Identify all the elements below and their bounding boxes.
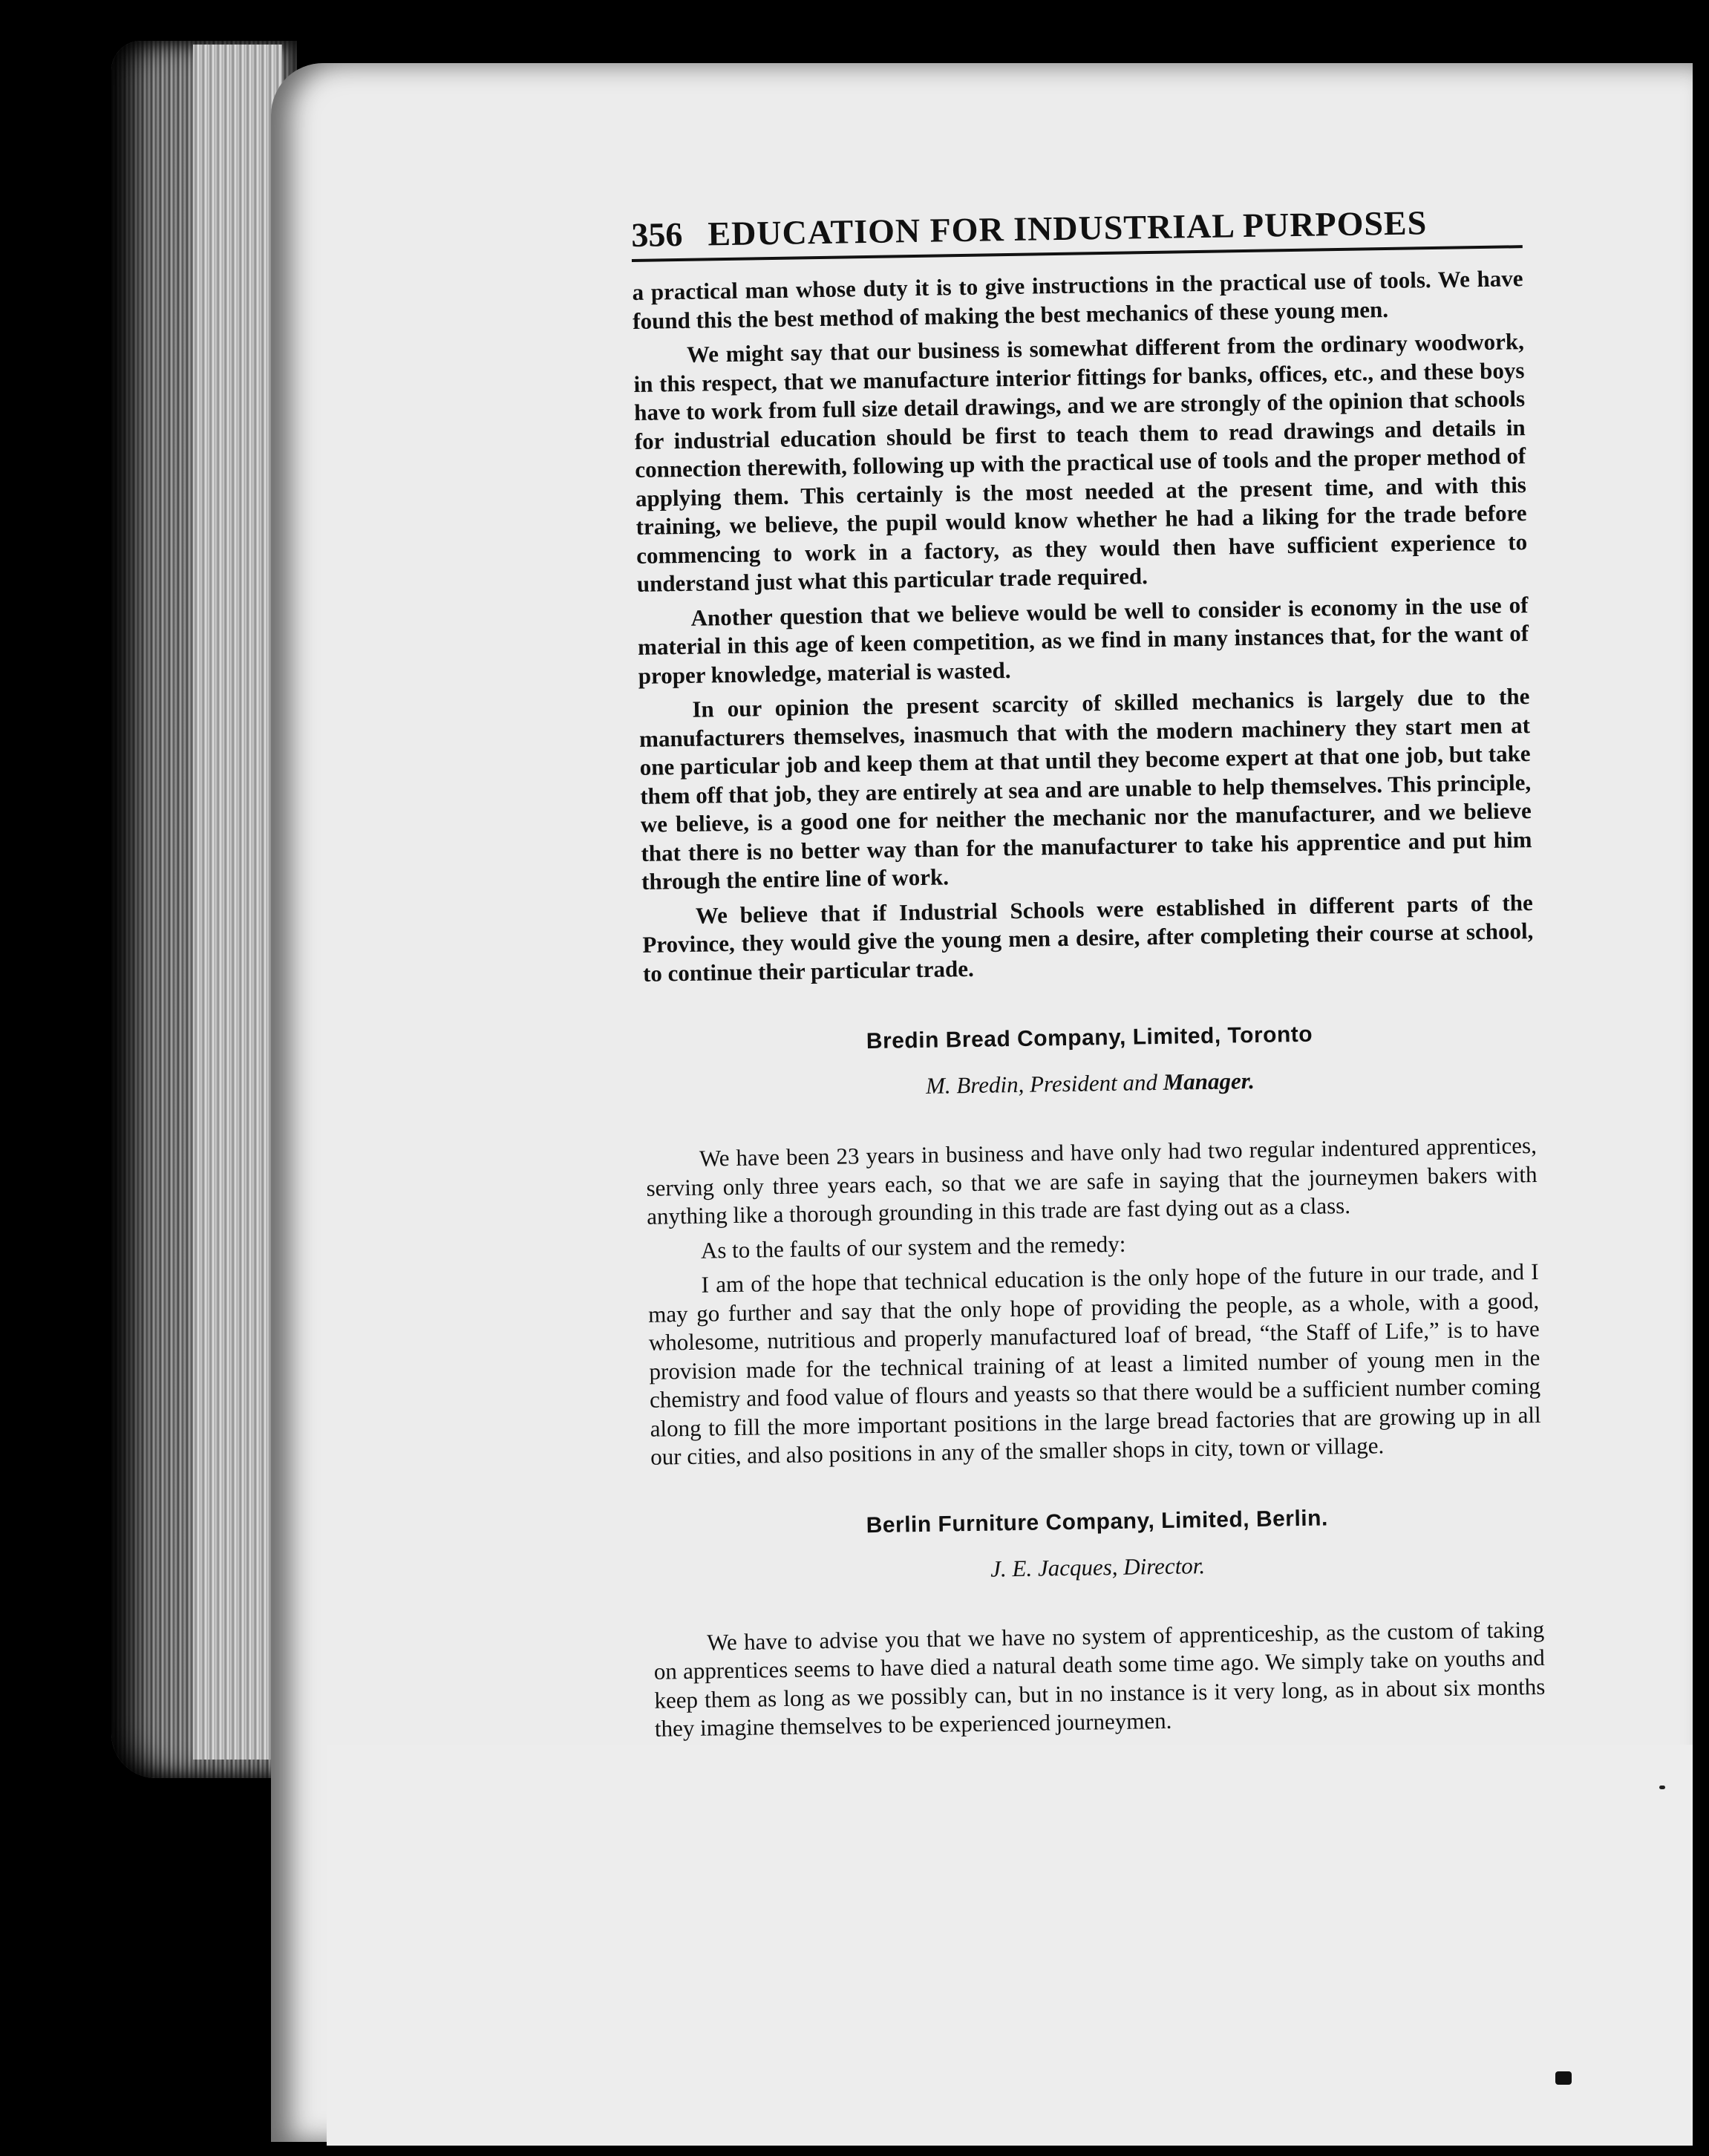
page-number: 356 xyxy=(631,215,683,254)
intro-paragraph-2: We might say that our business is somewhat different from the ordinary woodwork, in this respect, that we manufacture interior fittings for banks, offices, etc., and these boys have to work from full size detail drawings, and we are strongly of the opinion that schools for industrial education should be first to teach them to read drawings and details in connection therewith, following up with the practical use of tools and the proper method of applying them. This certainly is the most needed at the present time, and with this training, we believe, the pupil would know whether he had a liking for the trade before commencing to work in a factory, as they would then have sufficient experience to understand just what this particular trade required. xyxy=(633,328,1528,597)
section-heading-berlin: Berlin Furniture Company, Limited, Berlin. xyxy=(866,1505,1329,1538)
section-byline-bredin xyxy=(644,1063,1535,1104)
byline-and-bredin: and xyxy=(1117,1068,1163,1096)
section-heading-bredin: Bredin Bread Company, Limited, Toronto xyxy=(866,1022,1313,1054)
bredin-paragraph-3: I am of the hope that technical education is the only hope of the future in our trade, and I may go further and say that the only hope of providing the people, as a whole, with a good, wholesome, nutritious and properly manufactured loaf of bread, “the Staff of Life,” is to have provision made for the technical training of at least a limited number of young men in the chemistry and food value of flours and yeasts so that there would be a sufficient number coming along to fill the more important positions in the large bread factories that are growing up in all our cities, and also positions in any of the smaller shops in city, town or village. xyxy=(647,1258,1541,1470)
page-content xyxy=(631,201,1546,1749)
byline-name-bredin: M. Bredin, President xyxy=(925,1069,1117,1099)
intro-paragraph-4: In our opinion the present scarcity of skilled mechanics is largely due to the manufacturers themselves, inasmuch that with the modern machinery they start men at one particular job and keep them at that until they become expert at that one job, but take them off that job, they are entirely at sea and are unable to help themselves. This principle, we believe, is a good one for neither the mechanic nor the manufacturer, and we believe that there is no better way than for the manufacturer to take his apprentice and put him through the entire line of work. xyxy=(638,683,1532,895)
bredin-paragraph-2: As to the faults of our system and the remedy: xyxy=(700,1230,1126,1264)
intro-paragraph-5: We believe that if Industrial Schools were established in different parts of the Province, they would give the young men a desire, after completing their course at school, to continue their particular trade. xyxy=(642,889,1534,987)
page-lower-area xyxy=(327,1745,1693,2146)
running-title: EDUCATION FOR INDUSTRIAL PURPOSES xyxy=(708,203,1428,253)
intro-paragraph-1: a practical man whose duty it is to give instructions in the practical use of tools. We have found this the best method of making the best mechanics of these young men. xyxy=(632,265,1523,334)
scan-speck xyxy=(1659,1786,1665,1789)
berlin-paragraph-1: We have to advise you that we have no system of apprenticeship, as the custom of taking on apprentices seems to have died a natural death some time ago. We simply take on youths and keep them as long as we possibly can, but in no instance is it very long, as in about six months they imagine themselves to be experienced journeymen. xyxy=(653,1616,1546,1742)
scan-speck xyxy=(1555,2071,1572,2085)
section-byline-berlin: J. E. Jacques, Director. xyxy=(990,1552,1206,1582)
intro-paragraph-3: Another question that we believe would be well to consider is economy in the use of material in this age of keen competition, as we find in many instances that, for the want of proper knowledge, material is wasted. xyxy=(637,591,1529,689)
byline-role-bredin: Manager. xyxy=(1163,1067,1255,1095)
bredin-paragraph-1: We have been 23 years in business and have only had two regular indentured apprentices, serving only three years each, so that we are safe in saying that the journeymen bakers with anything like a thorough grounding in this trade are fast dying out as a class. xyxy=(646,1131,1538,1229)
book-inner-edges xyxy=(193,45,282,1760)
